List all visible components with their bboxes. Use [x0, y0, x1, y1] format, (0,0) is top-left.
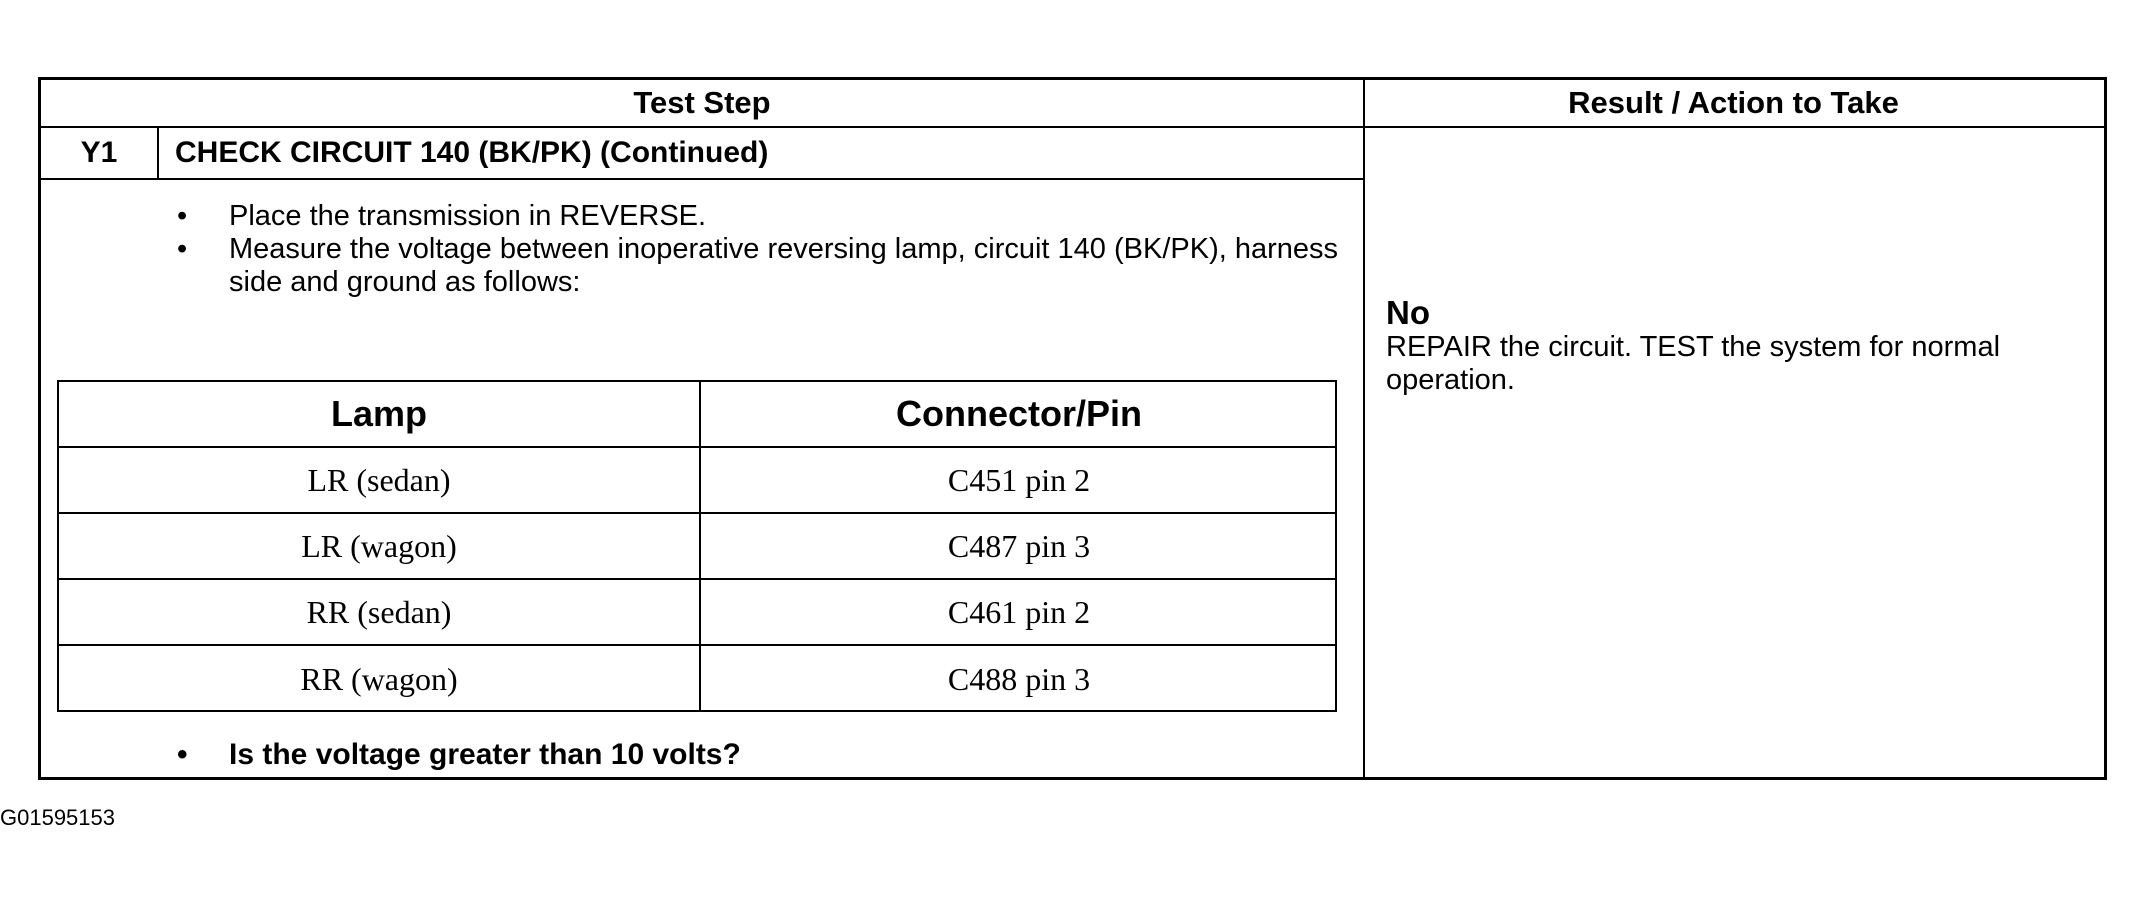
instruction-text: Place the transmission in REVERSE. [229, 200, 707, 232]
step-id: Y1 [41, 128, 159, 178]
lamp-cell: LR (wagon) [59, 514, 701, 578]
table-row [59, 514, 1335, 580]
lamp-connector-table [57, 380, 1337, 712]
test-step-table [38, 77, 2107, 780]
bullet-icon: • [177, 738, 188, 771]
figure-id: G01595153 [0, 805, 115, 830]
connector-cell: C451 pin 2 [947, 461, 1091, 498]
lamp-cell: RR (sedan) [59, 580, 701, 644]
instruction-item [177, 200, 1347, 233]
instruction-item [177, 233, 1347, 299]
lamp-cell: LR (sedan) [59, 448, 701, 512]
question-text: Is the voltage greater than 10 volts? [229, 738, 741, 771]
table-row [59, 646, 1335, 712]
result-action-text: REPAIR the circuit. TEST the system for normal operation. [1386, 331, 2001, 396]
connector-column-header: Connector/Pin [895, 393, 1142, 434]
instruction-list [177, 200, 1347, 299]
test-step-header: Test Step [41, 80, 1363, 128]
step-title: CHECK CIRCUIT 140 (BK/PK) (Continued) [175, 136, 769, 169]
table-row [59, 580, 1335, 646]
lamp-cell: RR (wagon) [59, 646, 701, 712]
connector-cell: C487 pin 3 [947, 527, 1091, 564]
connector-cell: C461 pin 2 [947, 593, 1091, 630]
result-action [1386, 295, 2086, 397]
column-divider [1363, 80, 1365, 777]
result-action-header: Result / Action to Take [1363, 80, 2104, 128]
connector-cell: C488 pin 3 [947, 660, 1091, 697]
instruction-text: Measure the voltage between inoperative reversing lamp, circuit 140 (BK/PK), harness side and ground as follows: [229, 233, 1339, 298]
step-row [41, 128, 1363, 180]
bullet-icon: • [177, 233, 188, 265]
table-row [59, 448, 1335, 514]
lamp-column-header: Lamp [59, 382, 701, 446]
question [177, 738, 741, 772]
bullet-icon: • [177, 200, 188, 232]
result-verdict: No [1386, 294, 1430, 331]
lamp-table-header-row [59, 382, 1335, 448]
